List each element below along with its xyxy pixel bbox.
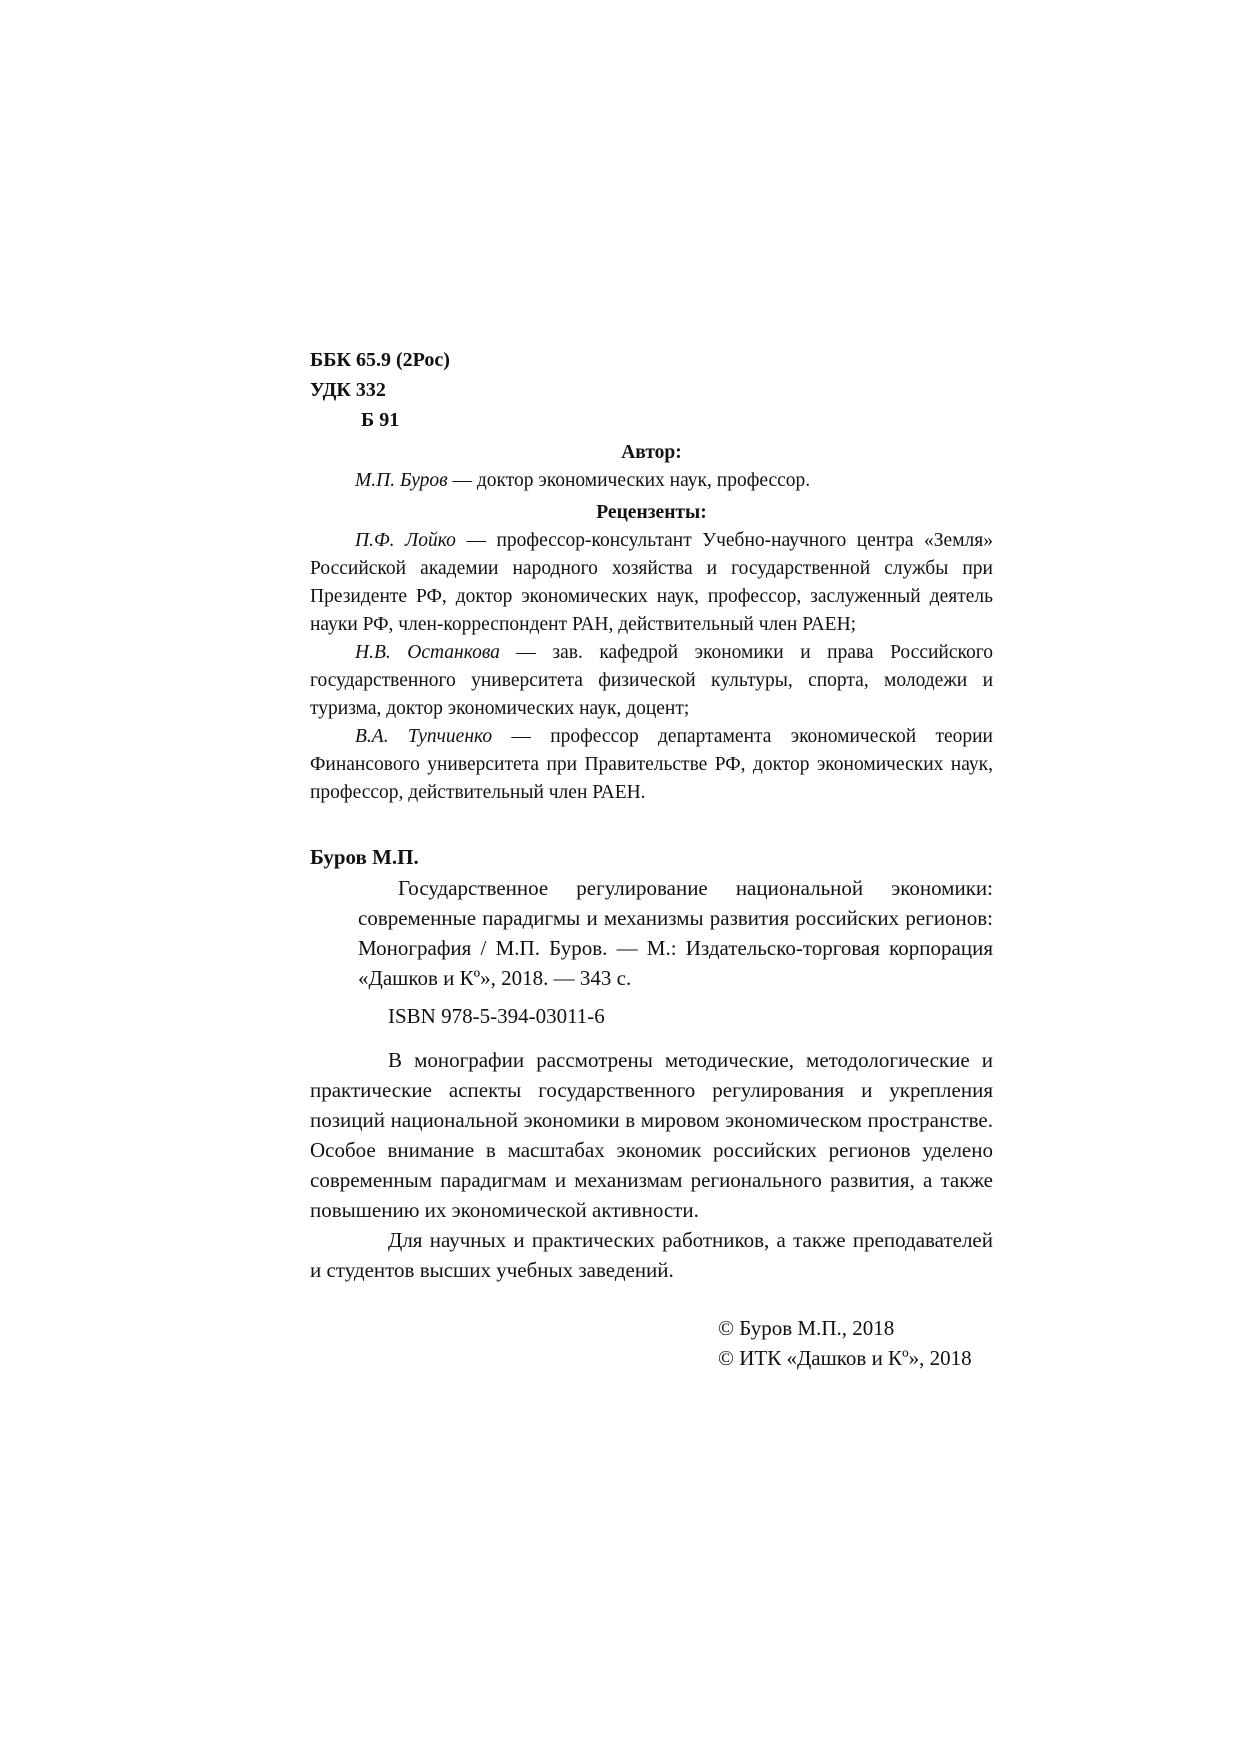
copyright-block bbox=[310, 1313, 993, 1373]
reviewer-description: — профессор-консультант Учебно-научного центра «Земля» Российской академии народного хозяйства и государственной службы при Президенте РФ, доктор экономических наук, профессор, заслуженный деятель науки РФ, член-корреспондент РАН, действительный член РАЕН; bbox=[310, 530, 993, 635]
reviewer-name: Н.В. Останкова bbox=[355, 642, 500, 663]
reviewer-description: — зав. кафедрой экономики и права Российского государственного университета физической культуры, спорта, молодежи и туризма, доктор экономических наук, доцент; bbox=[310, 642, 993, 719]
copyright-author: © Буров М.П., 2018 bbox=[718, 1316, 895, 1340]
biblio-author: Буров М.П. bbox=[310, 845, 419, 869]
author-name: М.П. Буров bbox=[355, 470, 448, 491]
annotation-paragraph: Для научных и практических работников, а также преподавателей и студентов высших учебных заведений. bbox=[310, 1228, 993, 1282]
udk-code: УДК 332 bbox=[310, 379, 386, 401]
author-heading: Автор: bbox=[621, 442, 682, 463]
author-description: — доктор экономических наук, профессор. bbox=[447, 470, 811, 491]
copyright-publisher: © ИТК «Дашков и Кº», 2018 bbox=[718, 1346, 972, 1370]
reviewers-heading: Рецензенты: bbox=[596, 502, 707, 523]
annotation-paragraph: В монографии рассмотрены методические, методологические и практические аспекты государственного регулирования и укрепления позиций национальной экономики в мировом экономическом пространстве. Особое внимание в масштабах экономик российских регионов уделено современным парадигмам и механизмам регионального развития, а также повышению их экономической активности. bbox=[310, 1048, 993, 1222]
annotation bbox=[310, 1045, 993, 1285]
reviewer-entry bbox=[310, 639, 993, 723]
isbn: ISBN 978-5-394-03011-6 bbox=[388, 1004, 605, 1028]
biblio-description-wrap bbox=[310, 873, 993, 993]
reviewer-description: — профессор департамента экономической теории Финансового университета при Правительстве РФ, доктор экономических наук, профессор, действительный член РАЕН. bbox=[310, 726, 993, 803]
imprint-page bbox=[310, 345, 993, 1373]
author-entry bbox=[310, 467, 993, 495]
author-mark: Б 91 bbox=[361, 409, 400, 431]
reviewer-entry bbox=[310, 723, 993, 807]
reviewer-entry bbox=[310, 527, 993, 639]
classification-block bbox=[310, 345, 993, 435]
reviewer-name: В.А. Тупчиенко bbox=[355, 726, 493, 747]
biblio-description: Государственное регулирование национальной экономики: современные парадигмы и механизмы развития российских регионов: Монография / М.П. Буров. — М.: Издательско-торговая корпорация «Дашков и Кº», 2018. — 343 с. bbox=[358, 876, 993, 990]
reviewer-name: П.Ф. Лойко bbox=[355, 530, 456, 551]
bbk-code: ББК 65.9 (2Рос) bbox=[310, 349, 450, 371]
